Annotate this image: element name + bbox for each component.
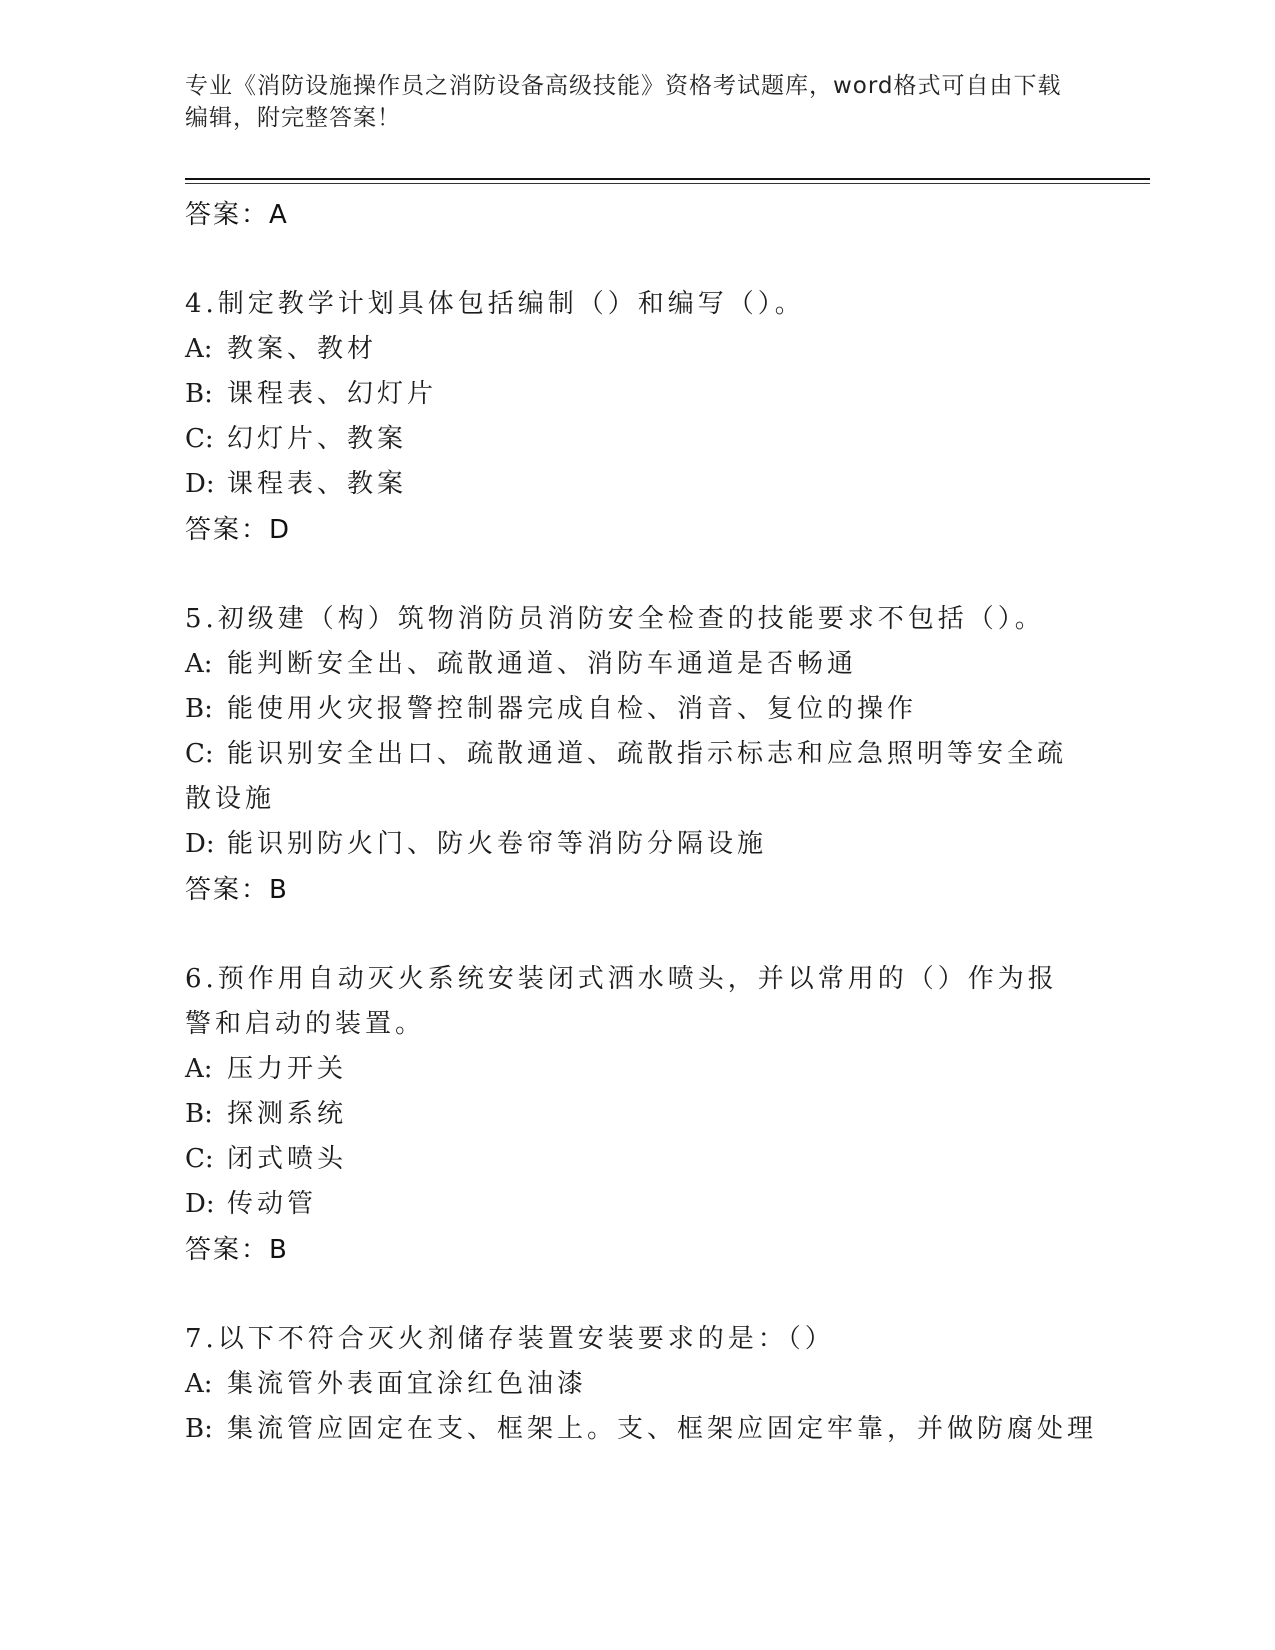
spacer: [185, 553, 1085, 597]
option-6d: [185, 1182, 1085, 1227]
option-4b: [185, 372, 1085, 417]
spacer: [185, 1273, 1085, 1317]
option-7a: [185, 1362, 1085, 1407]
option-text: 能识别安全出口、疏散通道、疏散指示标志和应急照明等安全疏散设施: [185, 739, 1068, 814]
option-letter: D:: [185, 829, 215, 859]
question-stem-6: 6.预作用自动灭火系统安装闭式洒水喷头，并以常用的（）作为报警和启动的装置。: [185, 964, 1058, 1039]
option-text: 集流管应固定在支、框架上。支、框架应固定牢靠，并做防腐处理: [227, 1414, 1098, 1444]
option-text: 闭式喷头: [227, 1144, 348, 1174]
option-letter: B:: [185, 379, 213, 409]
spacer: [185, 913, 1085, 957]
question-stem-7: 7.以下不符合灭火剂储存装置安装要求的是：（）: [185, 1324, 835, 1354]
option-text: 传动管: [227, 1189, 318, 1219]
option-5c: [185, 732, 1085, 822]
option-letter: D:: [185, 1189, 215, 1219]
answer-q5: 答案：B: [185, 875, 289, 905]
answer-q4: 答案：D: [185, 515, 292, 545]
option-4c: [185, 417, 1085, 462]
option-text: 课程表、教案: [227, 469, 408, 499]
question-list: [185, 192, 1098, 1452]
option-letter: B:: [185, 1414, 213, 1444]
option-text: 能识别防火门、防火卷帘等消防分隔设施: [227, 829, 768, 859]
option-text: 能使用火灾报警控制器完成自检、消音、复位的操作: [227, 694, 918, 724]
option-text: 能判断安全出、疏散通道、消防车通道是否畅通: [227, 649, 858, 679]
option-letter: B:: [185, 694, 213, 724]
option-text: 探测系统: [227, 1099, 348, 1129]
option-letter: D:: [185, 469, 215, 499]
option-7b: [185, 1407, 1098, 1452]
spacer: [185, 238, 1085, 282]
option-5b: [185, 687, 1085, 732]
answer-q3: 答案：A: [185, 200, 289, 230]
option-letter: C:: [185, 739, 214, 769]
option-4a: [185, 327, 1085, 372]
option-letter: A:: [185, 334, 213, 364]
option-text: 幻灯片、教案: [227, 424, 408, 454]
header-text: 专业《消防设施操作员之消防设备高级技能》资格考试题库，word格式可自由下载编辑，附完整答案！: [185, 73, 1062, 131]
option-6c: [185, 1137, 1085, 1182]
option-5d: [185, 822, 1085, 867]
option-6a: [185, 1047, 1085, 1092]
option-letter: A:: [185, 649, 213, 679]
option-letter: A:: [185, 1369, 213, 1399]
document-header: [185, 70, 1065, 134]
option-6b: [185, 1092, 1085, 1137]
question-stem-4: 4.制定教学计划具体包括编制（）和编写（）。: [185, 289, 805, 319]
option-5a: [185, 642, 1085, 687]
option-text: 教案、教材: [227, 334, 378, 364]
header-divider-thin: [185, 183, 1150, 184]
option-text: 课程表、幻灯片: [227, 379, 438, 409]
option-letter: A:: [185, 1054, 213, 1084]
option-text: 压力开关: [227, 1054, 348, 1084]
option-letter: B:: [185, 1099, 213, 1129]
option-letter: C:: [185, 1144, 214, 1174]
option-text: 集流管外表面宜涂红色油漆: [227, 1369, 588, 1399]
answer-q6: 答案：B: [185, 1235, 289, 1265]
option-letter: C:: [185, 424, 214, 454]
header-divider-thick: [185, 178, 1150, 180]
option-4d: [185, 462, 1085, 507]
question-stem-5: 5.初级建（构）筑物消防员消防安全检查的技能要求不包括（）。: [185, 604, 1045, 634]
